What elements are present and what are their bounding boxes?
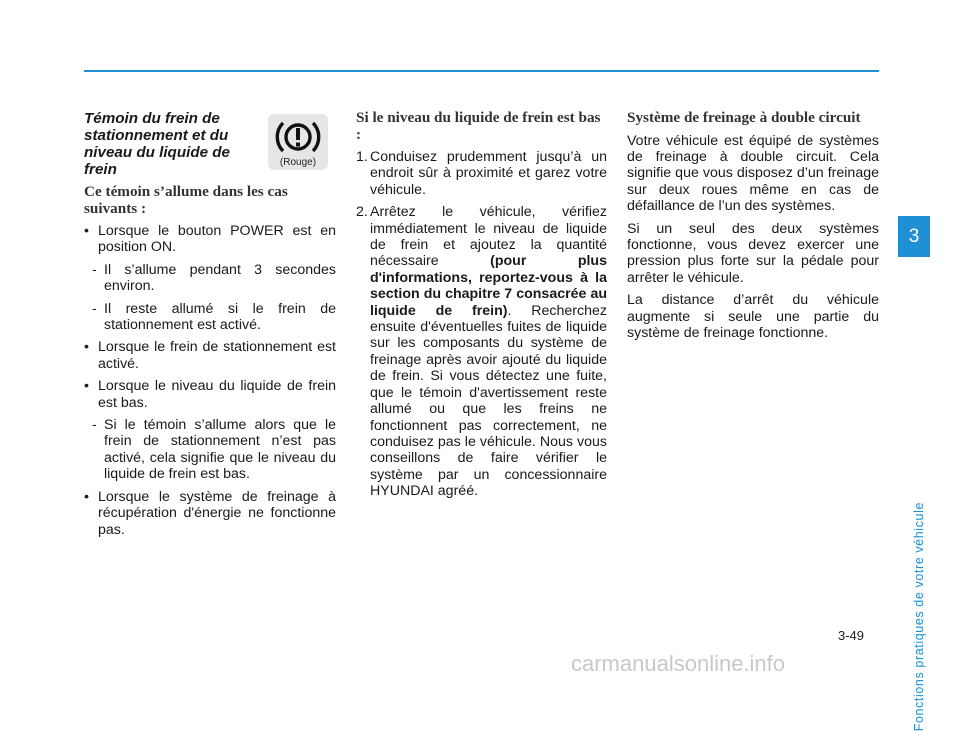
paragraph: Si un seul des deux systèmes fonctionne, vous devez exercer une pression plus forte sur la pédale pour arrêter le véhicule. xyxy=(627,220,879,286)
column-dual-circuit xyxy=(627,110,879,347)
list-item: • Lorsque le niveau du liquide de frein est bas. xyxy=(84,378,336,411)
numbered-step xyxy=(356,149,607,198)
chapter-side-label: Fonctions pratiques de votre véhicule xyxy=(912,502,926,731)
step-text: . Recherchez ensuite d'éventuelles fuites de liquide sur les composants du système de freinage après avoir ajouté du liquide de frein. Si vous détectez une fuite, que le témoin d'avertissement reste allumé ou que les freins ne fonctionnent pas correctement, ne conduisez pas le véhicule. Nous vous conseillons de faire vérifier le système par un concessionnaire HYUNDAI agréé. xyxy=(370,302,607,500)
header-rule xyxy=(84,70,879,72)
dual-circuit-heading: Système de freinage à double circuit xyxy=(627,109,861,126)
numbered-step xyxy=(356,204,607,499)
column-parking-brake-warning xyxy=(84,110,336,544)
step-number: 1. xyxy=(356,149,368,165)
brake-warning-icon xyxy=(273,117,323,157)
chapter-tab: 3 xyxy=(898,216,930,257)
step-text: Arrêtez le véhicule, vérifiez immédiatement le niveau de liquide de frein et ajoutez la quantité nécessaire xyxy=(370,204,607,270)
page-number: 3-49 xyxy=(838,628,865,643)
list-item: • Lorsque le bouton POWER est en position ON. xyxy=(84,223,336,256)
list-subitem: - Si le témoin s’allume alors que le frein de stationnement n’est pas activé, cela signifie que le niveau du liquide de frein est bas. xyxy=(84,417,336,483)
conditions-subheading: Ce témoin s’allume dans les cas suivants : xyxy=(84,183,288,217)
paragraph: Votre véhicule est équipé de systèmes de freinage à double circuit. Cela signifie que vous disposez d’un freinage sur deux roues même en cas de défaillance de l’un des systèmes. xyxy=(627,132,879,215)
column-low-fluid xyxy=(356,110,607,506)
step-number: 2. xyxy=(356,204,368,221)
list-item: • Lorsque le frein de stationnement est activé. xyxy=(84,339,336,372)
step-text: Conduisez prudemment jusqu’à un endroit sûr à proximité et garez votre véhicule. xyxy=(370,149,607,198)
low-fluid-heading: Si le niveau du liquide de frein est bas : xyxy=(356,109,601,143)
watermark: carmanualsonline.info xyxy=(571,651,786,676)
step-text-bold: (pour plus d'informations, reportez-vous à la section du chapitre 7 consacrée au liquide de frein) xyxy=(370,253,607,319)
list-item: • Lorsque le système de freinage à récupération d'énergie ne fonctionne pas. xyxy=(84,489,336,538)
warning-lamp-title: Témoin du frein de stationnement et du niveau du liquide de frein xyxy=(84,110,230,178)
paragraph: La distance d’arrêt du véhicule augmente si seule une partie du système de freinage fonctionne. xyxy=(627,292,879,341)
list-subitem: - Il reste allumé si le frein de stationnement est activé. xyxy=(84,301,336,334)
warning-lamp-symbol xyxy=(268,114,328,170)
list-subitem: - Il s’allume pendant 3 secondes environ. xyxy=(84,262,336,295)
warning-lamp-color-label: (Rouge) xyxy=(279,157,317,168)
